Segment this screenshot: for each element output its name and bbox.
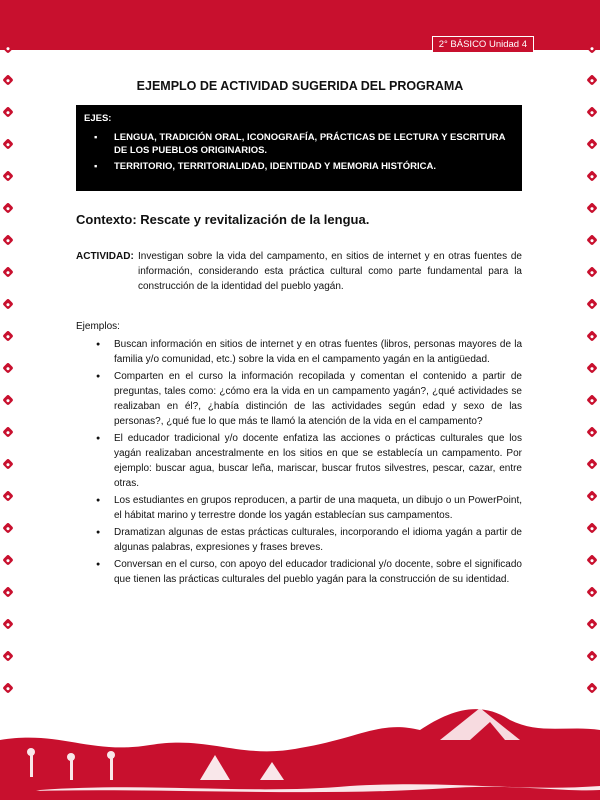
border-diamond-icon [2, 330, 13, 341]
example-item: ● Los estudiantes en grupos reproducen, a partir de una maqueta, un dibujo o un PowerPoint, el hábitat marino y terrestre donde los yagán establecían sus campamentos. [96, 493, 522, 523]
border-diamond-icon [2, 618, 13, 629]
border-diamond-icon [586, 586, 597, 597]
border-diamond-icon [2, 458, 13, 469]
examples-list [96, 337, 522, 589]
border-diamond-icon [586, 554, 597, 565]
border-diamond-icon [2, 138, 13, 149]
border-diamond-icon [586, 170, 597, 181]
border-diamond-icon [2, 490, 13, 501]
border-diamond-icon [2, 42, 13, 53]
example-item: ● Conversan en el curso, con apoyo del educador tradicional y/o docente, sobre el significado que tienen las prácticas culturales del pueblo yagán para la construcción de su identidad. [96, 557, 522, 587]
eje-item: ▪ TERRITORIO, TERRITORIALIDAD, IDENTIDAD Y MEMORIA HISTÓRICA. [90, 160, 515, 173]
border-diamond-icon [586, 234, 597, 245]
example-item: ● Comparten en el curso la información recopilada y comentan el contenido a partir de preguntas, tales como: ¿cómo era la vida en un campamento yagán?, ¿qué actividades se realizaban en él?, ¿había distinción de las actividades según edad y sexo de las personas?, ¿qué fue lo que más te llamó la atención de la vida en el campamento? [96, 369, 522, 429]
border-diamond-icon [586, 330, 597, 341]
border-diamond-icon [586, 458, 597, 469]
border-diamond-icon [586, 490, 597, 501]
example-item: ● Buscan información en sitios de internet y en otras fuentes (libros, personas mayores de la familia y/o comunidad, etc.) sobre la vida en el campamento yagán en la antigüedad. [96, 337, 522, 367]
border-diamond-icon [2, 362, 13, 373]
border-diamond-icon [2, 202, 13, 213]
border-diamond-icon [2, 266, 13, 277]
border-diamond-icon [586, 682, 597, 693]
border-diamond-icon [2, 650, 13, 661]
border-diamond-icon [586, 42, 597, 53]
examples-label: Ejemplos: [76, 321, 120, 332]
border-diamond-icon [2, 522, 13, 533]
eje-item: ▪ LENGUA, TRADICIÓN ORAL, ICONOGRAFÍA, PRÁCTICAS DE LECTURA Y ESCRITURA DE LOS PUEBLOS ORIGINARIOS. [90, 131, 515, 157]
border-diamond-icon [2, 106, 13, 117]
border-diamond-icon [2, 298, 13, 309]
border-diamond-icon [586, 650, 597, 661]
border-diamond-icon [2, 586, 13, 597]
ejes-label: EJES: [84, 113, 112, 124]
border-diamond-icon [2, 394, 13, 405]
border-diamond-icon [2, 554, 13, 565]
border-diamond-icon [2, 170, 13, 181]
border-diamond-icon [2, 234, 13, 245]
border-diamond-icon [586, 522, 597, 533]
border-diamond-icon [586, 618, 597, 629]
activity-block [76, 249, 522, 294]
border-diamond-icon [586, 106, 597, 117]
left-decorative-border [0, 40, 16, 720]
example-item: ● El educador tradicional y/o docente enfatiza las acciones o prácticas culturales que los yagán realizaban ancestralmente en los sitios en que se establecía un campamento. Por ejemplo: buscar agua, buscar leña, mariscar, buscar frutos silvestres, pescar, cazar, entre otras. [96, 431, 522, 491]
decorative-landscape-illustration [0, 700, 600, 800]
border-diamond-icon [586, 138, 597, 149]
border-diamond-icon [586, 266, 597, 277]
right-decorative-border [584, 40, 600, 720]
example-item: ● Dramatizan algunas de estas prácticas culturales, incorporando el idioma yagán a partir de algunas palabras, expresiones y frases breves. [96, 525, 522, 555]
border-diamond-icon [2, 426, 13, 437]
grade-unit-badge: 2° BÁSICO Unidad 4 [432, 36, 534, 53]
border-diamond-icon [2, 682, 13, 693]
context-heading: Contexto: Rescate y revitalización de la lengua. [76, 212, 370, 227]
ejes-box [76, 105, 522, 191]
border-diamond-icon [586, 362, 597, 373]
border-diamond-icon [586, 394, 597, 405]
border-diamond-icon [586, 426, 597, 437]
border-diamond-icon [586, 298, 597, 309]
border-diamond-icon [586, 202, 597, 213]
activity-label: ACTIVIDAD: [76, 251, 134, 262]
page-title: EJEMPLO DE ACTIVIDAD SUGERIDA DEL PROGRAMA [136, 79, 464, 93]
activity-text: Investigan sobre la vida del campamento, en sitios de internet y en otras fuentes de información, considerando esta práctica cultural como parte fundamental para la construcción de la identidad del pueblo yagán. [138, 251, 522, 292]
ejes-list [90, 131, 515, 176]
